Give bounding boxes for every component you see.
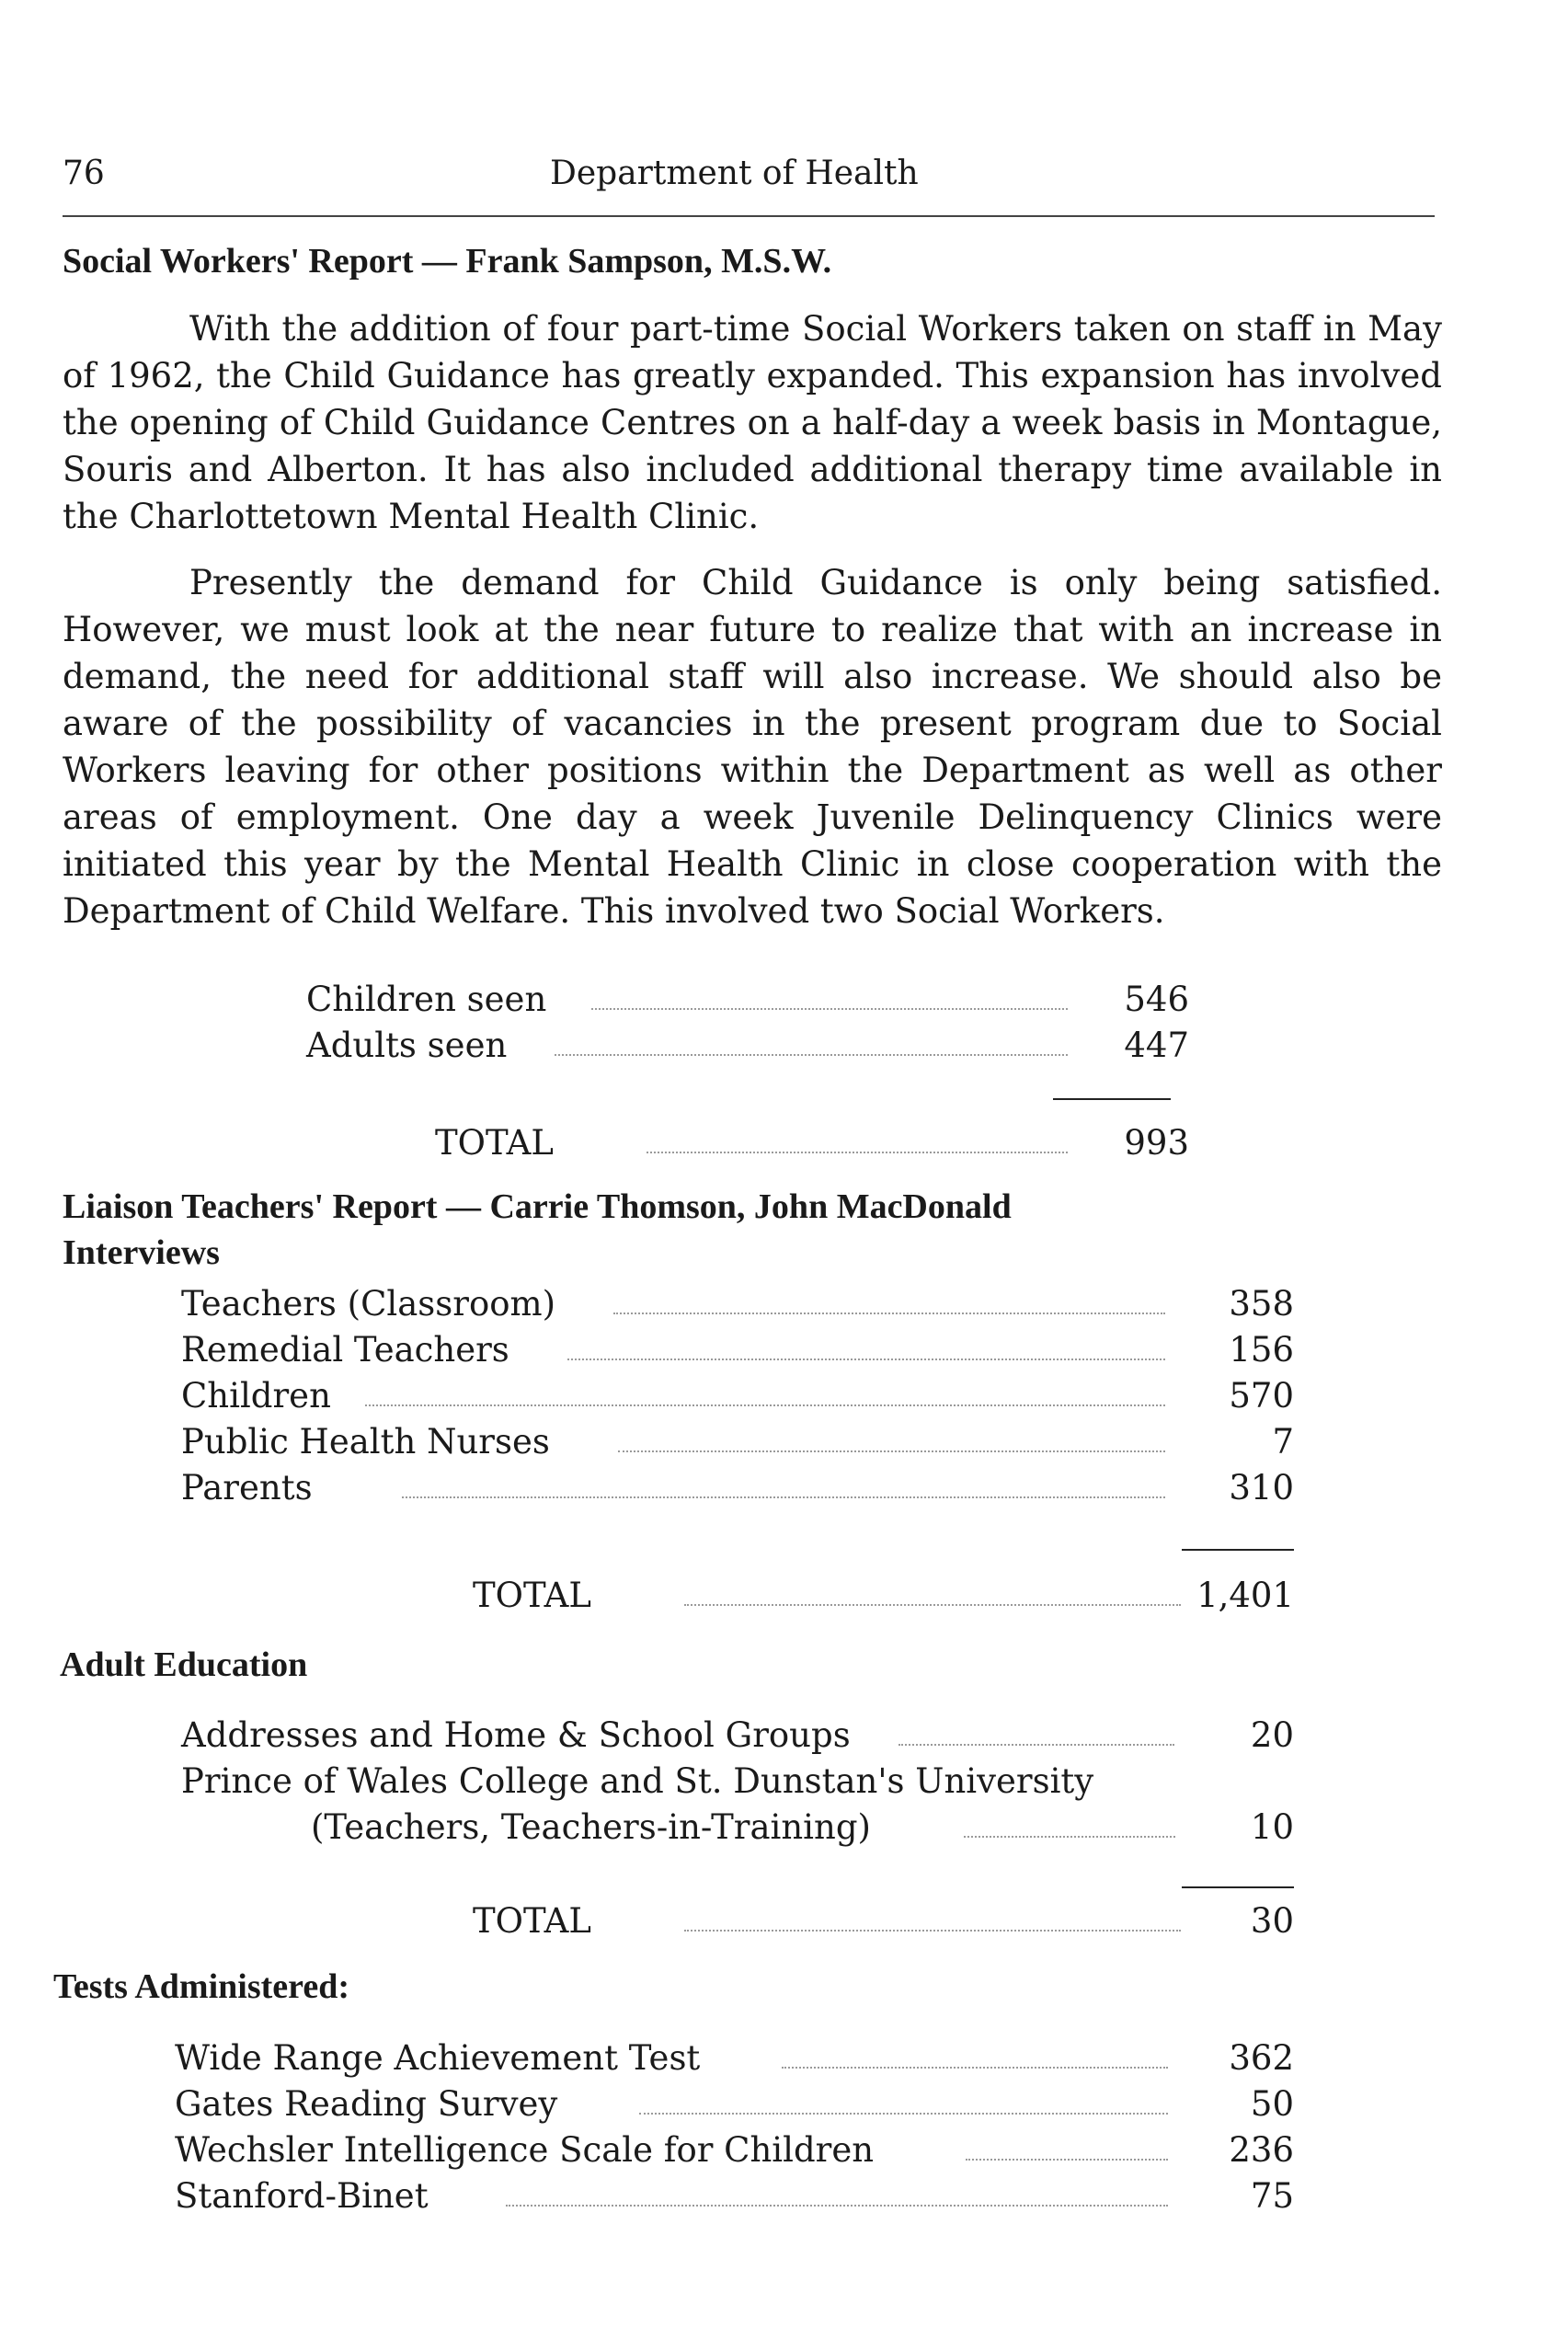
total-label: TOTAL	[473, 1898, 599, 1944]
dot-leader	[555, 1054, 1068, 1056]
row-label: Teachers (Classroom)	[181, 1281, 563, 1327]
section-heading-social-workers: Social Workers' Report — Frank Sampson, M.S.W.	[63, 242, 832, 281]
row-value: 310	[1229, 1468, 1294, 1507]
table-row	[175, 2127, 1294, 2173]
table-row	[175, 2173, 1294, 2219]
table-row	[181, 1327, 1294, 1373]
row-label: Gates Reading Survey	[175, 2081, 565, 2127]
sum-rule	[1182, 1886, 1294, 1888]
row-label: Adults seen	[306, 1023, 514, 1069]
dot-leader	[639, 2113, 1168, 2115]
table-row	[181, 1759, 1294, 1805]
dot-leader	[647, 1152, 1068, 1153]
row-label: Parents	[181, 1465, 320, 1511]
table-row	[175, 2035, 1294, 2081]
row-value: 156	[1229, 1330, 1294, 1370]
total-row	[473, 1573, 1294, 1619]
table-row	[181, 1419, 1294, 1465]
row-value: 236	[1229, 2130, 1294, 2170]
total-value: 993	[1124, 1123, 1189, 1163]
row-value: 358	[1229, 1284, 1294, 1324]
dot-leader	[613, 1313, 1165, 1314]
row-value: 20	[1250, 1715, 1294, 1755]
page-number: 76	[63, 155, 105, 192]
table-row	[306, 977, 1189, 1023]
row-value: 546	[1124, 980, 1189, 1019]
total-row	[435, 1120, 1189, 1166]
table-row	[181, 1713, 1294, 1759]
dot-leader	[591, 1008, 1068, 1010]
running-title: Department of Health	[550, 155, 919, 192]
dot-leader	[898, 1744, 1174, 1746]
subheading-interviews: Interviews	[63, 1233, 220, 1272]
dot-leader	[506, 2205, 1168, 2207]
paragraph: Presently the demand for Child Guidance is only being satisfied. However, we must look at the near future to realize that with an increase in demand, the need for additional staff will also increase. We should also be aware of the possibility of vacancies in the present program due to Social Workers leaving for other positions within the Department as well as other areas of employment. One day a week Juvenile Delinquency Clinics were initiated this year by the Mental Health Clinic in close cooperation with the Department of Child Welfare. This involved two Social Workers.	[63, 563, 1442, 931]
running-header	[63, 155, 1435, 201]
table-row	[306, 1023, 1189, 1069]
row-value: 7	[1272, 1422, 1294, 1462]
row-label: Children seen	[306, 977, 554, 1023]
table-row	[175, 2081, 1294, 2127]
row-value: 75	[1250, 2176, 1294, 2216]
row-label: Wide Range Achievement Test	[175, 2035, 707, 2081]
dot-leader	[567, 1358, 1165, 1360]
sum-rule	[1053, 1098, 1171, 1100]
dot-leader	[618, 1450, 1165, 1452]
row-label: Public Health Nurses	[181, 1419, 557, 1465]
table-row	[181, 1373, 1294, 1419]
total-label: TOTAL	[435, 1120, 561, 1166]
paragraph: With the addition of four part-time Social Workers taken on staff in May of 1962, the Child Guidance has greatly expanded. This expansion has involved the opening of Child Guidance Centres on a half-day a week basis in Montague, Souris and Alberton. It has also included additional therapy time available in the Charlottetown Mental Health Clinic.	[63, 309, 1442, 536]
table-row	[181, 1281, 1294, 1327]
section-heading-adult-education: Adult Education	[60, 1645, 308, 1684]
sum-rule	[1182, 1549, 1294, 1551]
row-label: Prince of Wales College and St. Dunstan's University	[181, 1759, 1101, 1805]
dot-leader	[782, 2067, 1168, 2069]
total-row	[473, 1898, 1294, 1944]
row-label: (Teachers, Teachers-in-Training)	[311, 1805, 878, 1851]
table-row	[311, 1805, 1294, 1851]
row-label: Remedial Teachers	[181, 1327, 517, 1373]
dot-leader	[966, 2159, 1168, 2161]
row-value: 10	[1250, 1807, 1294, 1847]
header-rule	[63, 215, 1435, 217]
total-label: TOTAL	[473, 1573, 599, 1619]
row-value: 447	[1124, 1026, 1189, 1065]
section-heading-tests-administered: Tests Administered:	[53, 1967, 349, 2006]
dot-leader	[964, 1836, 1175, 1838]
row-value: 570	[1229, 1376, 1294, 1416]
row-label: Addresses and Home & School Groups	[181, 1713, 858, 1759]
row-label: Wechsler Intelligence Scale for Children	[175, 2127, 881, 2173]
section-heading-liaison-teachers: Liaison Teachers' Report — Carrie Thomson, John MacDonald	[63, 1187, 1012, 1226]
social-workers-body	[63, 305, 1442, 934]
row-label: Stanford-Binet	[175, 2173, 436, 2219]
dot-leader	[365, 1404, 1165, 1406]
row-value: 362	[1229, 2038, 1294, 2078]
row-value: 50	[1250, 2084, 1294, 2124]
table-row	[181, 1465, 1294, 1511]
dot-leader	[684, 1604, 1181, 1606]
total-value: 1,401	[1196, 1576, 1294, 1615]
total-value: 30	[1250, 1901, 1294, 1941]
dot-leader	[402, 1496, 1165, 1498]
dot-leader	[684, 1930, 1181, 1932]
row-label: Children	[181, 1373, 338, 1419]
